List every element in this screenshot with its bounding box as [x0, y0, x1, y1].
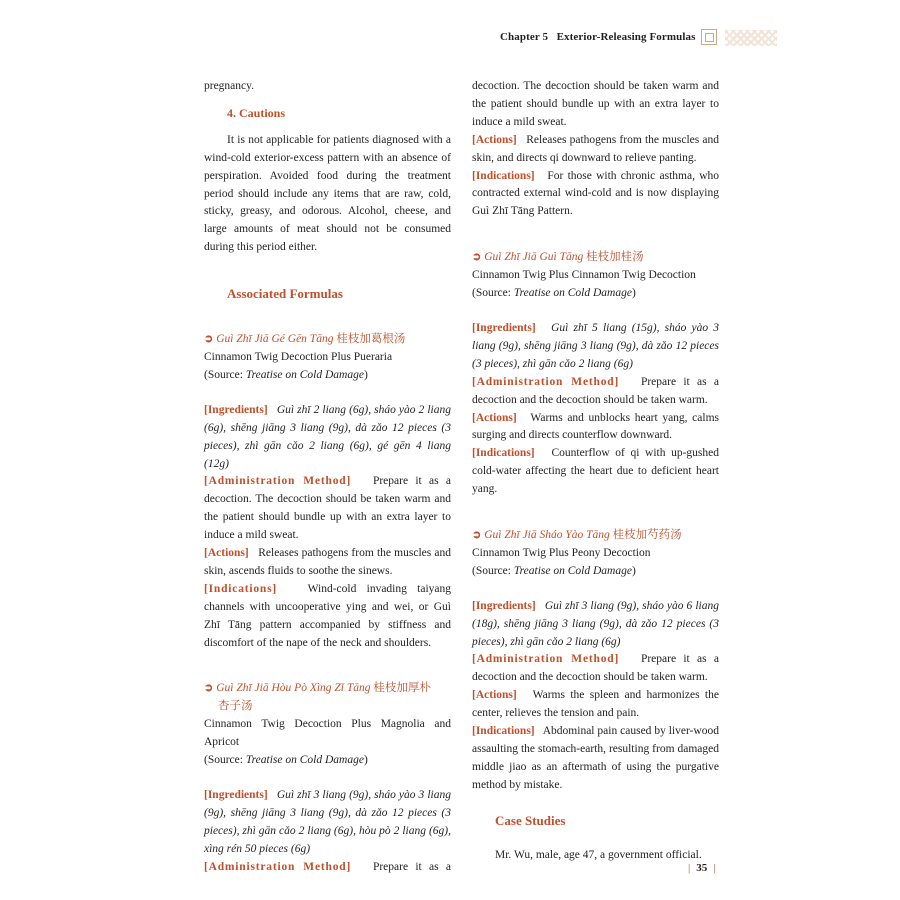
- paragraph-continuation: pregnancy.: [204, 80, 255, 92]
- formula-title: ➲ Guì Zhī Jiā Hòu Pò Xìng Zǐ Tāng 桂枝加厚朴 杏子汤: [204, 682, 431, 713]
- ingredients: [Ingredients] Guì zhī 2 liang (6g), sháo yào 2 liang (6g), shēng jiāng 3 liang (9g), dà zǎo 12 pieces (3 pieces), zhì gān cǎo 2 liang (6g), gé gēn 4 liang (12g): [204, 403, 451, 470]
- actions: [Actions] Warms and unblocks heart yang, calms surging and directs counterflow downward.: [472, 411, 720, 442]
- page-number: 35: [696, 862, 708, 874]
- formula-english-name: Cinnamon Twig Decoction Plus Magnolia and Apricot: [204, 718, 451, 749]
- formula-english-name: Cinnamon Twig Plus Peony Decoction: [472, 546, 651, 559]
- ingredients: [Ingredients] Guì zhī 3 liang (9g), sháo yào 3 liang (9g), shēng jiāng 3 liang (9g), dà zǎo 12 pieces (3 pieces), zhì gān cǎo 2 liang (6g), hòu pò 2 liang (6g), xìng rén 50 pieces (6g): [204, 789, 451, 855]
- formula-title: ➲ Guì Zhī Jiā Gé Gēn Tāng 桂枝加葛根汤: [204, 333, 406, 346]
- actions: [Actions] Warms the spleen and harmonizes the center, relieves the tension and pain.: [472, 689, 719, 720]
- fret-ornament-icon: [701, 29, 717, 45]
- page-footer: [682, 862, 721, 874]
- ingredients: [Ingredients] Guì zhī 3 liang (9g), sháo yào 6 liang (18g), shēng jiāng 3 liang (9g), dà zǎo 12 pieces (3 pieces), zhì gān cǎo 2 liang (6g): [472, 599, 719, 648]
- formula-title: ➲ Guì Zhī Jiā Guì Tāng 桂枝加桂汤: [472, 251, 644, 264]
- indications: [Indications] Abdominal pain caused by liver-wood assaulting the stomach-earth, resulting from damaged middle jiao as an aftermath of using the purgative method by mistake.: [472, 725, 719, 791]
- formula-source: (Source: Treatise on Cold Damage): [472, 287, 636, 300]
- formula-source: (Source: Treatise on Cold Damage): [204, 754, 368, 767]
- right-column: [472, 78, 719, 865]
- divider: |: [713, 862, 716, 874]
- cautions-paragraph: It is not applicable for patients diagnosed with a wind-cold exterior-excess pattern with an absence of perspiration. Avoided food during the treatment period should include any items that are raw, cold, sticky, greasy, and odorous. Alcohol, cheese, and large amounts of meat should not be consumed during this period either.: [204, 133, 451, 254]
- divider: |: [688, 862, 691, 874]
- case-study-paragraph: Mr. Wu, male, age 47, a government official.: [495, 848, 702, 861]
- actions: [Actions] Releases pathogens from the muscles and skin, and directs qi downward to relieve panting.: [472, 133, 720, 164]
- arrow-icon: ➲: [204, 682, 214, 695]
- header-pattern-band: [725, 30, 777, 46]
- associated-formulas-heading: Associated Formulas: [227, 286, 343, 302]
- cautions-heading: 4. Cautions: [227, 105, 286, 120]
- running-header: [500, 28, 775, 48]
- indications: [Indications] Counterflow of qi with up-gushed cold-water affecting the heart due to deficient heart yang.: [472, 447, 719, 496]
- formula-entry: [472, 527, 719, 795]
- ingredients: [Ingredients] Guì zhī 5 liang (15g), sháo yào 3 liang (9g), shēng jiāng 3 liang (9g), dà zǎo 12 pieces (3 pieces), zhì gān cǎo 2 liang (6g): [472, 321, 719, 370]
- administration: [Administration Method] Prepare it as a: [204, 860, 451, 873]
- administration-continuation: decoction. The decoction should be taken warm and the patient should bundle up with an extra layer to induce a mild sweat.: [472, 80, 719, 128]
- formula-source: (Source: Treatise on Cold Damage): [204, 368, 368, 381]
- case-studies-heading: Case Studies: [495, 812, 566, 828]
- indications: [Indications] Wind-cold invading taiyang channels with uncooperative ying and wei, or Guì Zhī Tāng pattern accompanied by stiffness and discomfort of the nape of the neck and shoulders.: [204, 582, 451, 649]
- formula-entry: [204, 680, 451, 876]
- administration: [Administration Method] Prepare it as a decoction and the decoction should be taken warm.: [472, 375, 719, 406]
- formula-english-name: Cinnamon Twig Plus Cinnamon Twig Decoction: [472, 269, 696, 282]
- formula-entry: [472, 249, 719, 499]
- administration: [Administration Method] Prepare it as a decoction. The decoction should be taken warm and the patient should bundle up with an extra layer to induce a mild sweat.: [204, 475, 451, 542]
- formula-entry: [204, 331, 451, 652]
- formula-english-name: Cinnamon Twig Decoction Plus Pueraria: [204, 350, 393, 363]
- arrow-icon: ➲: [204, 333, 214, 346]
- administration: [Administration Method] Prepare it as a decoction and the decoction should be taken warm.: [472, 653, 719, 684]
- header-title: Chapter 5 Exterior-Releasing Formulas: [500, 31, 696, 43]
- left-column: [204, 78, 451, 877]
- arrow-icon: ➲: [472, 529, 482, 542]
- indications: [Indications] For those with chronic asthma, who contracted external wind-cold and is now displaying Guì Zhī Tāng Pattern.: [472, 169, 720, 218]
- formula-source: (Source: Treatise on Cold Damage): [472, 564, 636, 577]
- formula-title: ➲ Guì Zhī Jiā Sháo Yào Tāng 桂枝加芍药汤: [472, 529, 682, 542]
- actions: [Actions] Releases pathogens from the muscles and skin, ascends fluids to soothe the sinews.: [204, 547, 452, 577]
- arrow-icon: ➲: [472, 251, 482, 264]
